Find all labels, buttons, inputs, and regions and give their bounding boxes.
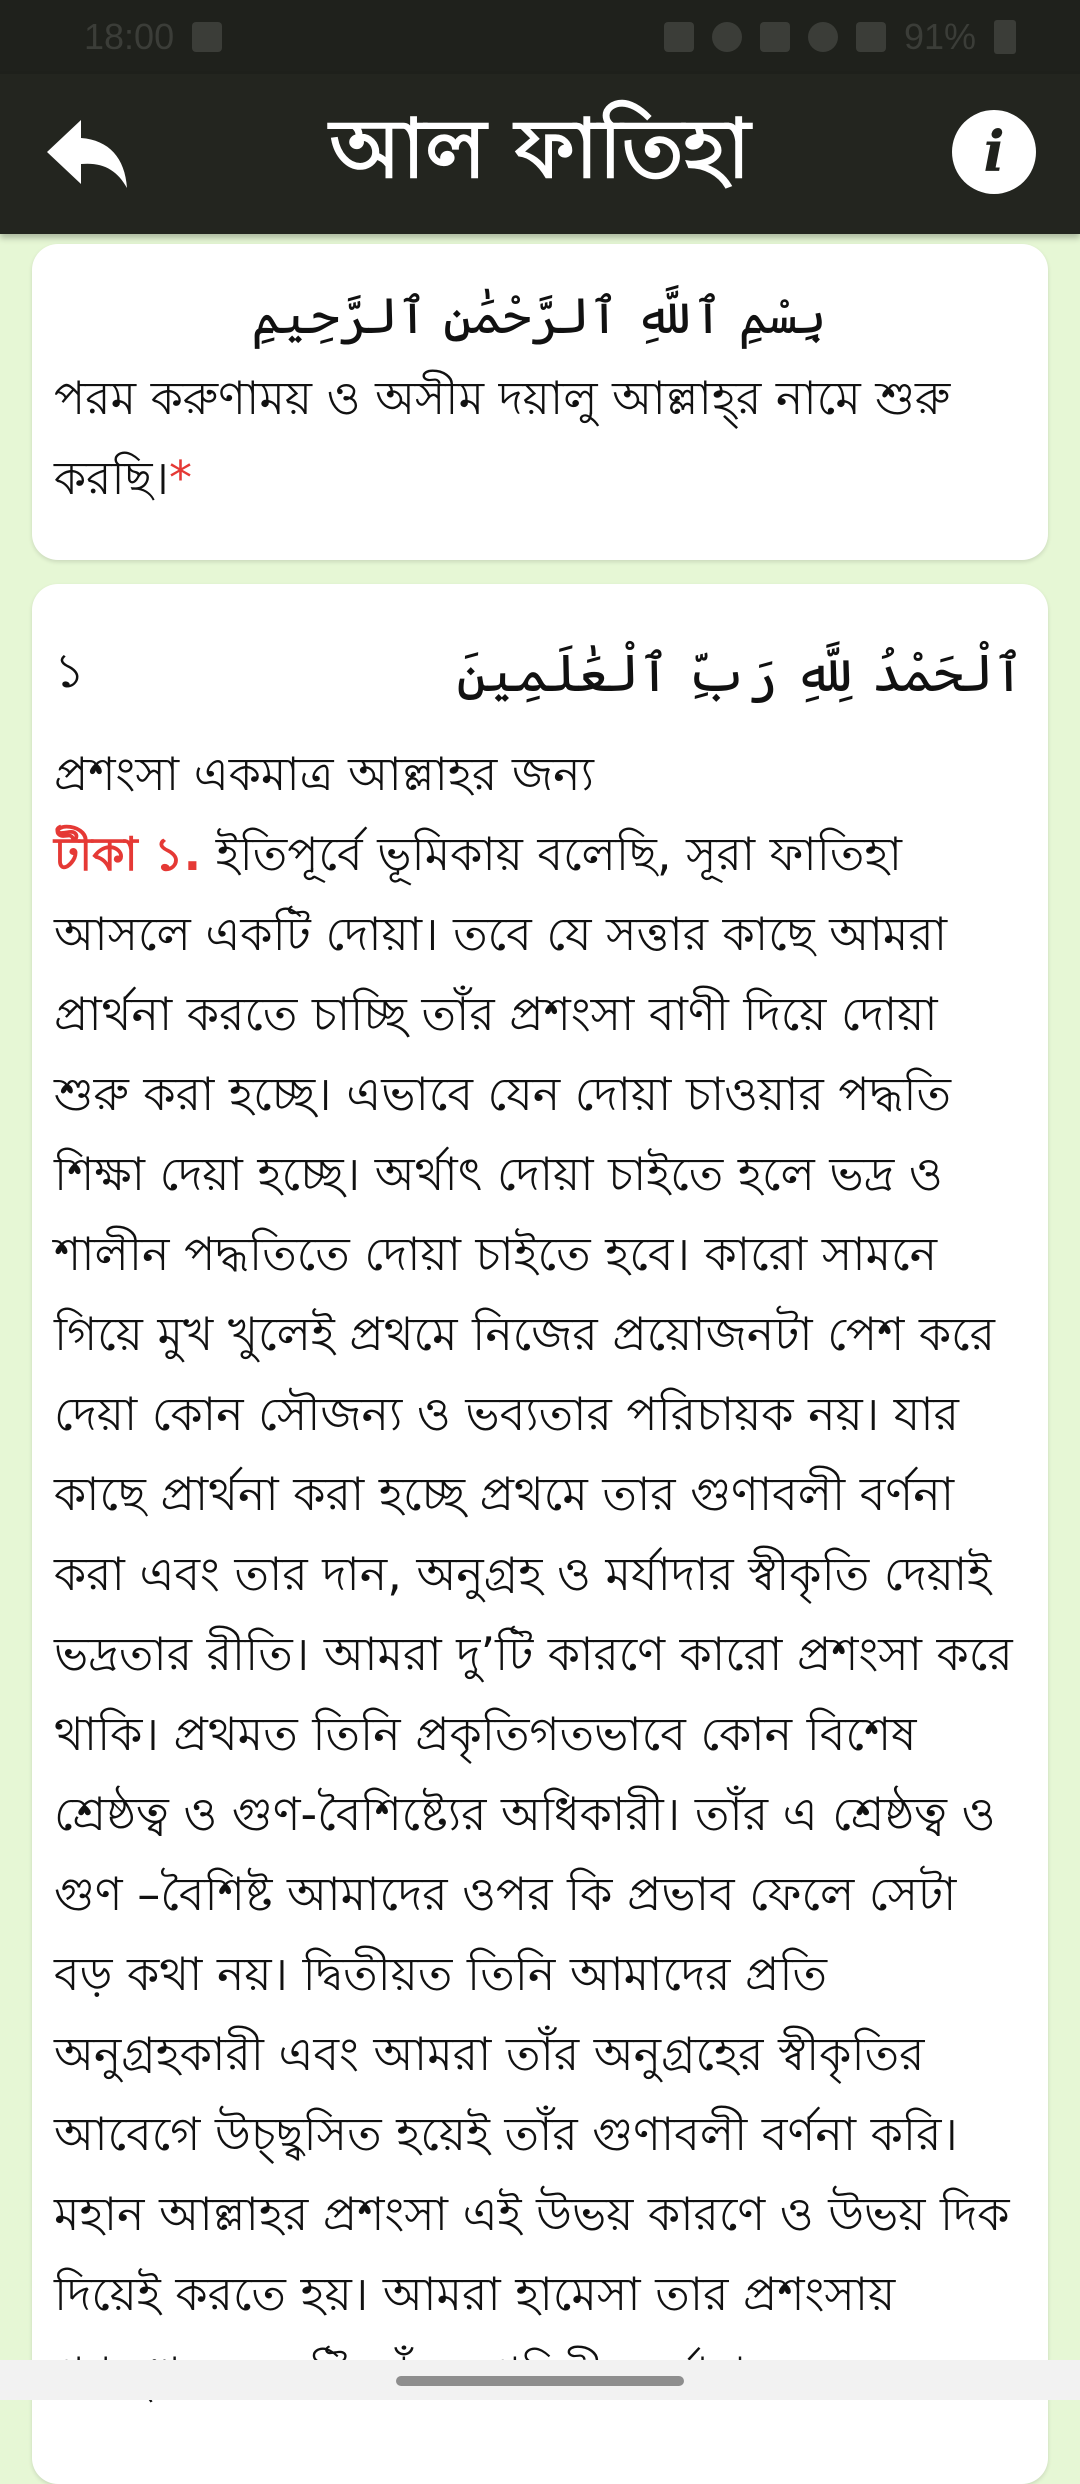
ayah-note bbox=[54, 814, 1024, 2414]
info-icon: i bbox=[983, 119, 1005, 185]
status-bar bbox=[0, 0, 1080, 74]
ayah-number: ১ bbox=[54, 642, 86, 699]
lock-icon bbox=[664, 22, 694, 52]
gallery-notification-icon bbox=[192, 22, 222, 52]
signal-icon bbox=[856, 22, 886, 52]
mute-icon bbox=[760, 22, 790, 52]
footnote-asterisk[interactable]: * bbox=[168, 451, 192, 505]
note-text: ইতিপূর্বে ভূমিকায় বলেছি, সূরা ফাতিহা আসলে একটি দোয়া। তবে যে সত্তার কাছে আমরা প্রার্থনা করতে চাচ্ছি তাঁর প্রশংসা বাণী দিয়ে দোয়া শুরু করা হচ্ছে। এভাবে যেন দোয়া চাওয়ার পদ্ধতি শিক্ষা দেয়া হচ্ছে। অর্থাৎ দোয়া চাইতে হলে ভদ্র ও শালীন পদ্ধতিতে দোয়া চাইতে হবে। কারো সামনে গিয়ে মুখ খুলেই প্রথমে নিজের প্রয়োজনটা পেশ করে দেয়া কোন সৌজন্য ও ভব্যতার পরিচায়ক নয়। যার কাছে প্রার্থনা করা হচ্ছে প্রথমে তার গুণাবলী বর্ণনা করা এবং তার দান, অনুগ্রহ ও মর্যাদার স্বীকৃতি দেয়াই ভদ্রতার রীতি। আমরা দু’টি কারণে কারো প্রশংসা করে থাকি। প্রথমত তিনি প্রকৃতিগতভাবে কোন বিশেষ শ্রেষ্ঠত্ব ও গুণ-বৈশিষ্ট্যের অধিকারী। তাঁর এ শ্রেষ্ঠত্ব ও গুণ –বৈশিষ্ট আমাদের ওপর কি প্রভাব ফেলে সেটা বড় কথা নয়। দ্বিতীয়ত তিনি আমাদের প্রতি অনুগ্রহকারী এবং আমরা তাঁর অনুগ্রহের স্বীকৃতির আবেগে উচ্ছ্বসিত হয়েই তাঁর গুণাবলী বর্ণনা করি। মহান আল্লাহর প্রশংসা এই উভয় কারণে ও উভয় দিক দিয়েই করতে হয়। আমরা হামেসা তার প্রশংসায় bbox=[54, 827, 1013, 2321]
app-bar bbox=[0, 74, 1080, 234]
navigation-bar bbox=[0, 2360, 1080, 2400]
bismillah-card bbox=[32, 244, 1048, 560]
bismillah-translation bbox=[54, 358, 1024, 518]
battery-icon bbox=[994, 20, 1016, 54]
wifi-icon bbox=[808, 22, 838, 52]
status-right bbox=[664, 16, 1016, 58]
ayah-translation: প্রশংসা একমাত্র আল্লাহর জন্য bbox=[54, 747, 594, 801]
home-gesture-handle[interactable] bbox=[396, 2376, 684, 2386]
alarm-icon bbox=[712, 22, 742, 52]
bismillah-arabic: بِسْمِ ٱللَّهِ ٱلرَّحْمَٰنِ ٱلرَّحِيمِ bbox=[251, 287, 827, 345]
ayah-card bbox=[32, 584, 1048, 2484]
page-title: আল ফাতিহা bbox=[329, 101, 751, 197]
status-left bbox=[84, 16, 222, 58]
info-button[interactable] bbox=[952, 110, 1036, 194]
note-label: টীকা ১. bbox=[54, 827, 202, 881]
status-time: 18:00 bbox=[84, 16, 175, 57]
ayah-header bbox=[54, 614, 1024, 734]
ayah-arabic: ٱلْحَمْدُ لِلَّهِ رَبِّ ٱلْعَٰلَمِينَ bbox=[456, 644, 1024, 704]
bismillah-translation-text: পরম করুণাময় ও অসীম দয়ালু আল্লাহ্‌র নামে শুরু করছি। bbox=[54, 371, 951, 505]
battery-percent: 91% bbox=[903, 16, 976, 57]
